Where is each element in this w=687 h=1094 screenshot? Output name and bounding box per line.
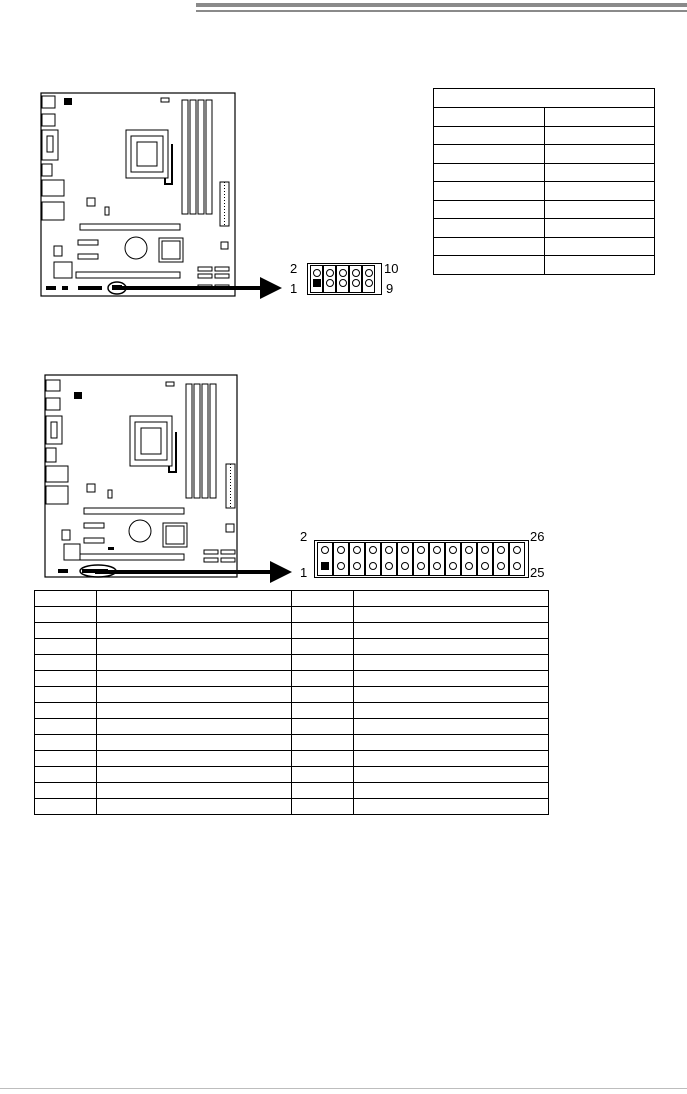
- table-cell: [292, 751, 354, 767]
- pin-label-bottom-right: 25: [530, 565, 545, 580]
- table-cell: [97, 719, 292, 735]
- table-cell: [35, 783, 97, 799]
- table-cell: [35, 655, 97, 671]
- pin: [369, 546, 377, 554]
- table-row: [35, 799, 549, 815]
- table-row: [35, 655, 549, 671]
- table-cell: [97, 655, 292, 671]
- pin: [352, 269, 360, 277]
- pin: [513, 546, 521, 554]
- table-cell: [97, 767, 292, 783]
- table-cell: [434, 126, 545, 145]
- table-cell: [354, 783, 549, 799]
- table-cell: [292, 607, 354, 623]
- pin: [465, 562, 473, 570]
- table-cell: [354, 719, 549, 735]
- pin: [481, 562, 489, 570]
- table-cell: [354, 607, 549, 623]
- pin-table-2: [34, 590, 549, 815]
- pin: [352, 279, 360, 287]
- table-cell: [544, 163, 655, 182]
- pin: [369, 562, 377, 570]
- pin: [449, 562, 457, 570]
- table-row: [35, 607, 549, 623]
- table-cell: [292, 783, 354, 799]
- table-cell: [544, 182, 655, 201]
- table-cell: [97, 607, 292, 623]
- pin: [513, 562, 521, 570]
- table-cell: [434, 237, 545, 256]
- table-cell: [292, 767, 354, 783]
- table-cell: [292, 623, 354, 639]
- pin: [353, 562, 361, 570]
- table-cell: [544, 237, 655, 256]
- table-cell: [544, 200, 655, 219]
- table-cell: [35, 703, 97, 719]
- pin: [326, 279, 334, 287]
- table-row: [434, 219, 655, 238]
- table-cell: [434, 200, 545, 219]
- table-row: [35, 783, 549, 799]
- pin-table-1-header: [434, 89, 655, 108]
- table-cell: [292, 735, 354, 751]
- table-cell: [354, 767, 549, 783]
- table-cell: [434, 182, 545, 201]
- table-cell: [97, 623, 292, 639]
- pin: [401, 562, 409, 570]
- pin: [433, 562, 441, 570]
- table-cell: [97, 751, 292, 767]
- table-row: [35, 639, 549, 655]
- pin: [481, 546, 489, 554]
- pin: [417, 546, 425, 554]
- table-cell: [97, 687, 292, 703]
- table-cell: [35, 751, 97, 767]
- table-cell: [544, 126, 655, 145]
- table-row: [35, 703, 549, 719]
- table-cell: [292, 687, 354, 703]
- table-cell: [434, 163, 545, 182]
- table-row: [434, 108, 655, 127]
- pin: [497, 546, 505, 554]
- table-cell: [354, 655, 549, 671]
- arrow-right-icon: [95, 559, 295, 585]
- table-cell: [35, 687, 97, 703]
- pin-header-26: [314, 540, 529, 578]
- table-cell: [544, 256, 655, 275]
- pin: [465, 546, 473, 554]
- pin: [353, 546, 361, 554]
- table-row: [35, 687, 549, 703]
- table-cell: [35, 735, 97, 751]
- pin-1-square: [313, 279, 321, 287]
- pin: [433, 546, 441, 554]
- table-row: [434, 200, 655, 219]
- table-cell: [292, 703, 354, 719]
- pin-label-bottom-left: 1: [290, 281, 298, 296]
- table-cell: [35, 671, 97, 687]
- table-cell: [434, 219, 545, 238]
- table-cell: [97, 783, 292, 799]
- table-cell: [97, 799, 292, 815]
- table-cell: [97, 703, 292, 719]
- pin: [337, 546, 345, 554]
- pin: [313, 269, 321, 277]
- table-cell: [434, 108, 545, 127]
- header-rule-thick: [196, 3, 687, 7]
- pin: [337, 562, 345, 570]
- pin: [401, 546, 409, 554]
- pin-label-bottom-left: 1: [300, 565, 308, 580]
- table-cell: [35, 767, 97, 783]
- table-cell: [35, 607, 97, 623]
- table-cell: [354, 687, 549, 703]
- table-cell: [35, 623, 97, 639]
- table-cell: [35, 719, 97, 735]
- pin: [365, 269, 373, 277]
- table-cell: [434, 256, 545, 275]
- table-row: [434, 182, 655, 201]
- pin: [497, 562, 505, 570]
- table-cell: [434, 145, 545, 164]
- table-cell: [35, 639, 97, 655]
- table-cell: [292, 639, 354, 655]
- footer-rule: [0, 1088, 687, 1089]
- table-row: [434, 145, 655, 164]
- table-cell: [97, 671, 292, 687]
- pin: [417, 562, 425, 570]
- table-row: [35, 591, 549, 607]
- table-cell: [292, 799, 354, 815]
- table-cell: [97, 591, 292, 607]
- pin-label-top-right: 10: [384, 261, 399, 276]
- pin-label-top-left: 2: [290, 261, 298, 276]
- pin: [321, 546, 329, 554]
- table-row: [434, 126, 655, 145]
- table-row: [35, 671, 549, 687]
- pin: [326, 269, 334, 277]
- table-cell: [292, 591, 354, 607]
- pin: [385, 562, 393, 570]
- table-cell: [97, 735, 292, 751]
- table-cell: [354, 735, 549, 751]
- table-cell: [354, 703, 549, 719]
- table-cell: [354, 623, 549, 639]
- pin: [385, 546, 393, 554]
- header-rule-thin: [196, 10, 687, 12]
- table-cell: [544, 219, 655, 238]
- pin-table-1: [433, 88, 655, 275]
- table-cell: [292, 671, 354, 687]
- table-cell: [354, 751, 549, 767]
- table-row: [35, 719, 549, 735]
- motherboard-icon: [40, 92, 240, 298]
- table-cell: [354, 671, 549, 687]
- pin-1-square: [321, 562, 329, 570]
- table-row: [35, 751, 549, 767]
- table-cell: [35, 591, 97, 607]
- table-row: [35, 735, 549, 751]
- table-cell: [35, 799, 97, 815]
- table-row: [35, 623, 549, 639]
- pin-header-10: [307, 263, 382, 295]
- table-row: [35, 767, 549, 783]
- table-row: [434, 237, 655, 256]
- table-cell: [544, 108, 655, 127]
- pin: [339, 279, 347, 287]
- pin-label-bottom-right: 9: [386, 281, 394, 296]
- arrow-right-icon: [117, 275, 282, 301]
- table-cell: [354, 799, 549, 815]
- table-row: [434, 163, 655, 182]
- table-cell: [354, 639, 549, 655]
- pin: [365, 279, 373, 287]
- pin: [339, 269, 347, 277]
- motherboard-icon: [44, 374, 240, 580]
- table-cell: [292, 655, 354, 671]
- table-cell: [97, 639, 292, 655]
- table-cell: [292, 719, 354, 735]
- table-cell: [544, 145, 655, 164]
- table-row: [434, 256, 655, 275]
- pin-label-top-right: 26: [530, 529, 545, 544]
- table-cell: [354, 591, 549, 607]
- pin-label-top-left: 2: [300, 529, 308, 544]
- pin: [449, 546, 457, 554]
